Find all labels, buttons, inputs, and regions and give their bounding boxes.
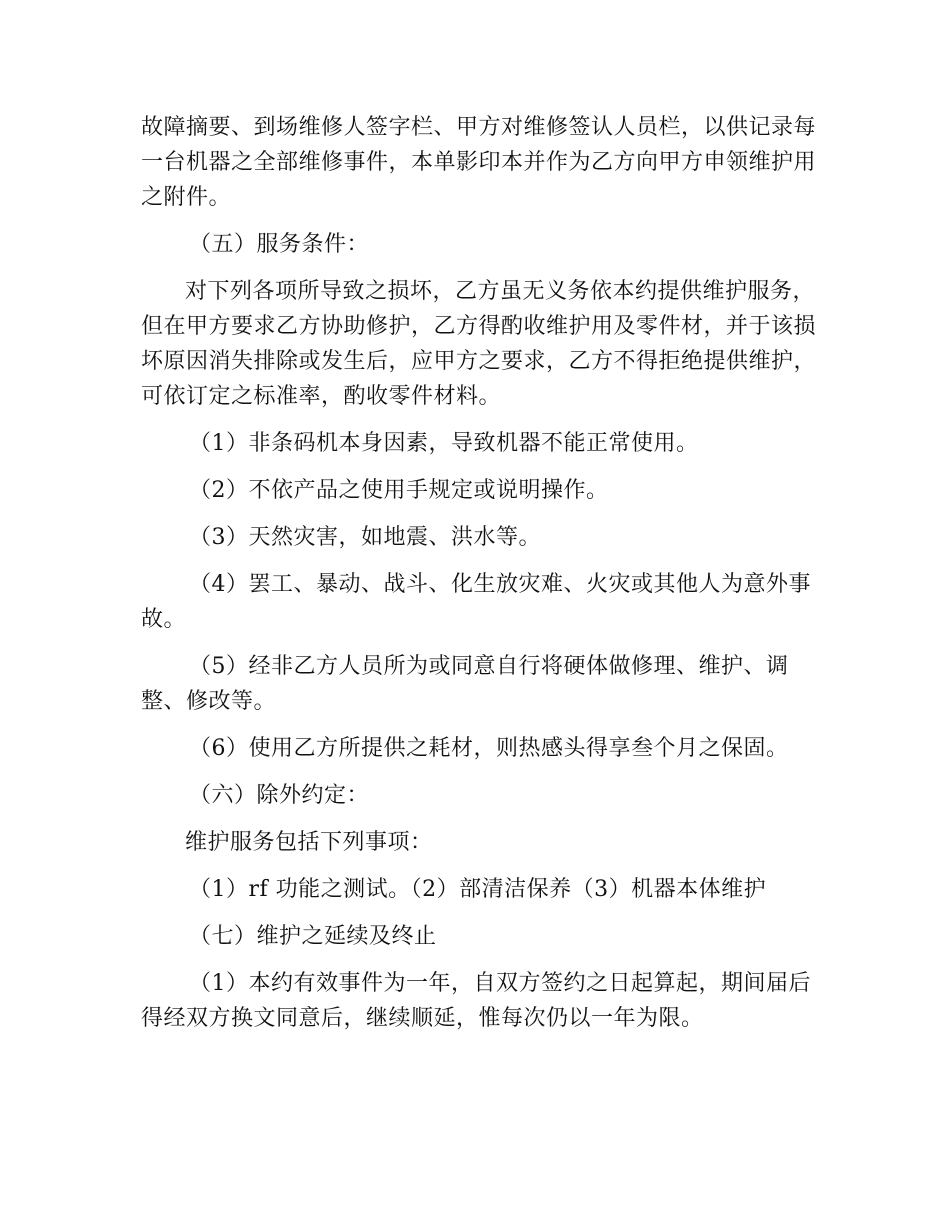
- section-heading-service-conditions: （五）服务条件：: [189, 232, 370, 257]
- list-item-condition-3: （3）天然灾害，如地震、洪水等。: [189, 525, 541, 550]
- list-item-condition-6: （6）使用乙方所提供之耗材，则热感头得享叁个月之保固。: [189, 736, 789, 761]
- paragraph-continuation: 故障摘要、到场维修人签字栏、甲方对维修签认人员栏，以供记录每一台机器之全部维修事件，本单影印本并作为乙方向甲方申领维护用之附件。: [141, 115, 817, 210]
- list-item-condition-1: （1）非条码机本身因素，导致机器不能正常使用。: [189, 431, 699, 456]
- section-heading-exclusions: （六）除外约定：: [189, 783, 370, 808]
- paragraph-maintenance-items-intro: 维护服务包括下列事项：: [185, 830, 433, 855]
- paragraph-service-conditions: 对下列各项所导致之损坏，乙方虽无义务依本约提供维护服务，但在甲方要求乙方协助修护，乙方得酌收维护用及零件材，并于该损坏原因消失排除或发生后，应甲方之要求，乙方不得拒绝提供维护，可依订定之标准率，酌收零件材料。: [141, 279, 817, 409]
- list-item-condition-2: （2）不依产品之使用手规定或说明操作。: [189, 478, 609, 503]
- list-item-term-clause: （1）本约有效事件为一年，自双方签约之日起算起，期间届后得经双方换文同意后，继续顺延，惟每次仍以一年为限。: [141, 971, 811, 1031]
- document-body: [141, 110, 831, 1048]
- list-item-maintenance-items: （1）rf 功能之测试。（2）部清洁保养（3）机器本体维护: [189, 877, 767, 902]
- section-heading-continuation-termination: （七）维护之延续及终止: [189, 924, 437, 949]
- list-item-condition-4: （4）罢工、暴动、战斗、化生放灾难、火灾或其他人为意外事故。: [141, 572, 811, 632]
- list-item-condition-5: （5）经非乙方人员所为或同意自行将硬体做修理、维护、调整、修改等。: [141, 654, 789, 714]
